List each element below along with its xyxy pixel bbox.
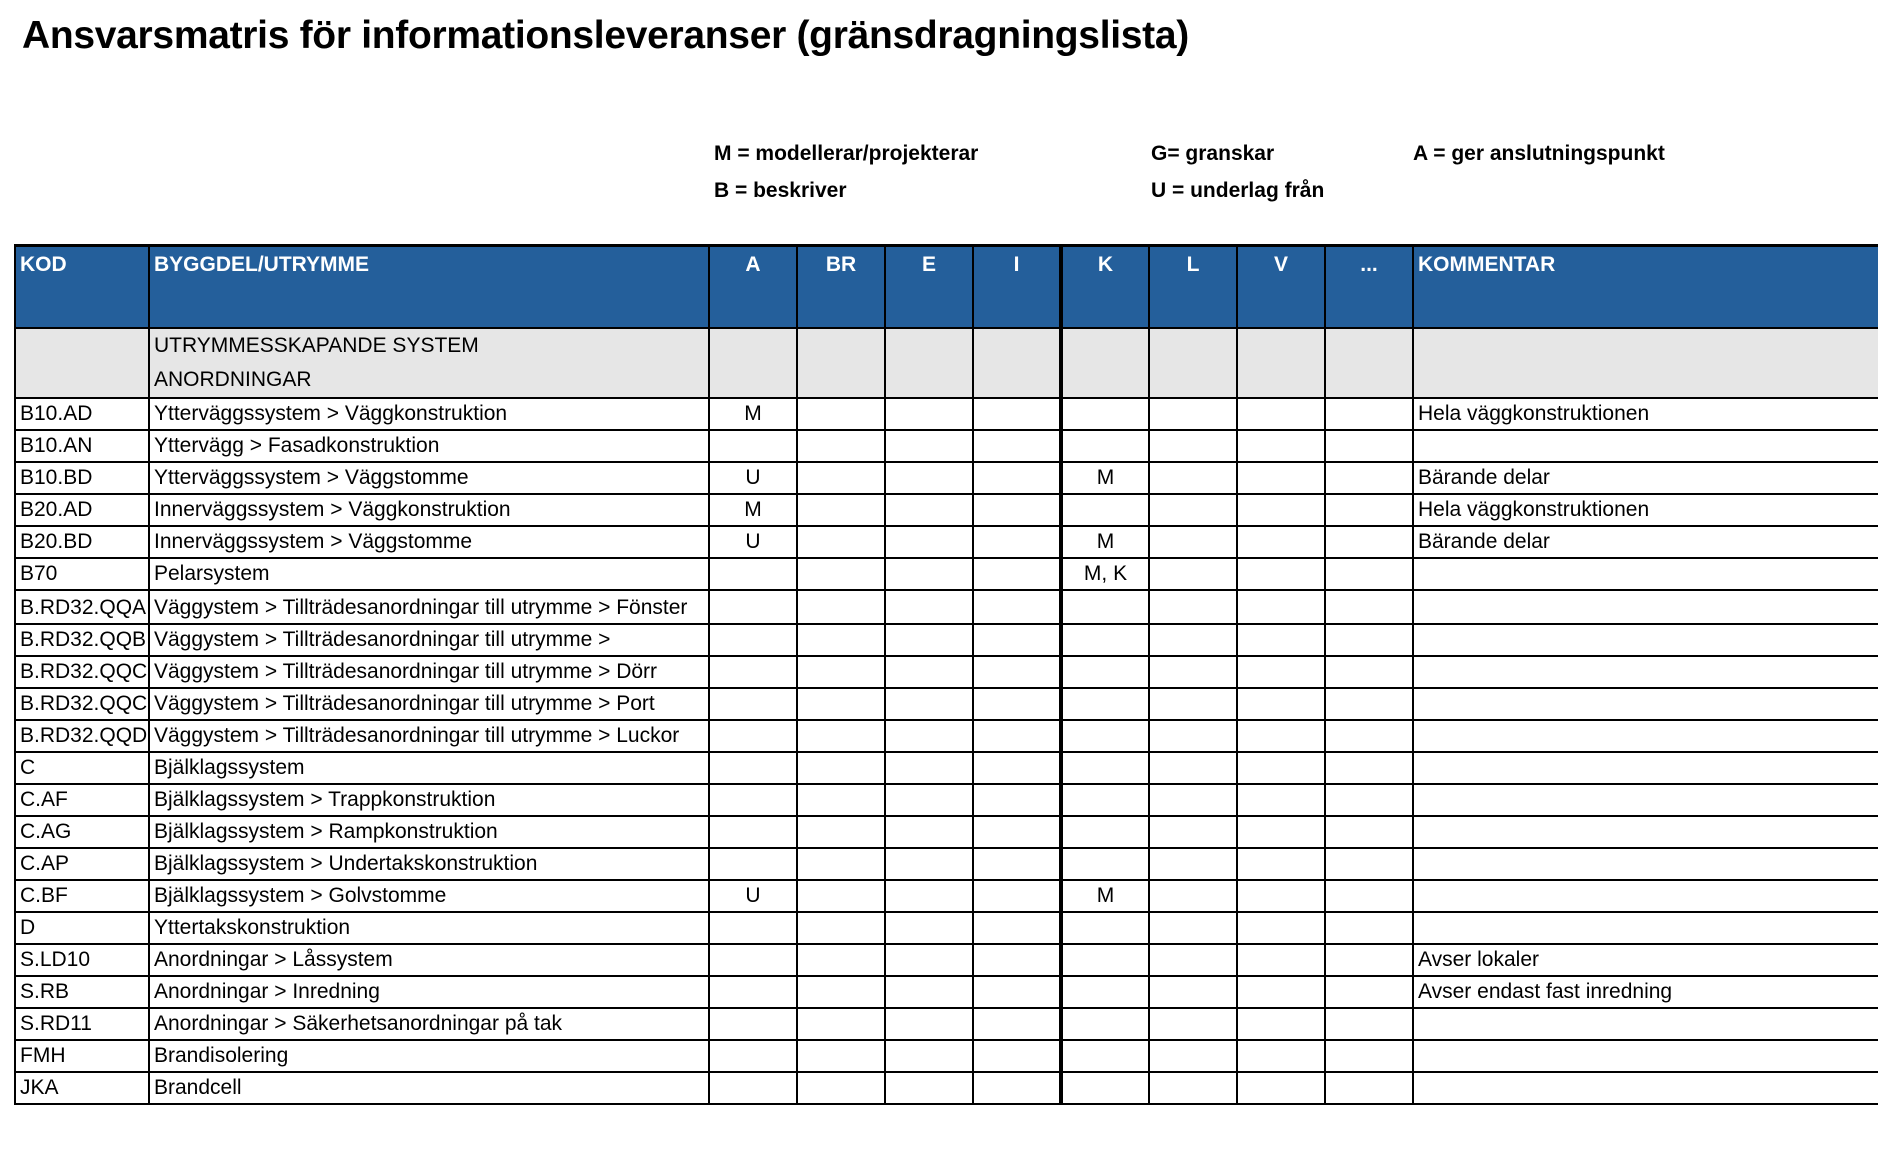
cell-i [973, 944, 1061, 976]
cell-kommentar: Bärande delar [1413, 462, 1878, 494]
cell-v [1237, 1040, 1325, 1072]
cell-kod: B.RD32.QQC [15, 656, 149, 688]
cell-a [709, 558, 797, 590]
cell-a [709, 976, 797, 1008]
cell-kommentar: Hela väggkonstruktionen [1413, 398, 1878, 430]
cell-l [1149, 1040, 1237, 1072]
cell-a [709, 590, 797, 624]
legend-b: B = beskriver [714, 179, 847, 202]
cell-more [1325, 558, 1413, 590]
cell-v [1237, 558, 1325, 590]
cell-kommentar: Bärande delar [1413, 526, 1878, 558]
cell-kod: B.RD32.QQC [15, 688, 149, 720]
table-row [15, 816, 1878, 848]
cell-k [1061, 656, 1149, 688]
cell-i [973, 398, 1061, 430]
header-kommentar: KOMMENTAR [1413, 246, 1878, 329]
table-row [15, 944, 1878, 976]
header-a: A [709, 246, 797, 329]
cell-e [885, 976, 973, 1008]
cell-l [1149, 720, 1237, 752]
section-row [15, 328, 1878, 398]
cell-a: M [709, 494, 797, 526]
cell-v [1237, 720, 1325, 752]
cell-kod: C.AF [15, 784, 149, 816]
table-row [15, 558, 1878, 590]
legend-g: G= granskar [1151, 142, 1275, 165]
cell-kommentar [1413, 688, 1878, 720]
cell-l [1149, 752, 1237, 784]
cell-v [1237, 784, 1325, 816]
cell-v [1237, 1072, 1325, 1104]
cell-l [1149, 912, 1237, 944]
cell-e [885, 494, 973, 526]
cell-k [1061, 752, 1149, 784]
cell-more [1325, 1072, 1413, 1104]
cell-v [1237, 688, 1325, 720]
legend-u: U = underlag från [1151, 179, 1325, 202]
header-v: V [1237, 246, 1325, 329]
cell-br [797, 688, 885, 720]
cell-v [1237, 912, 1325, 944]
cell-v [1237, 398, 1325, 430]
cell-br [797, 944, 885, 976]
table-row [15, 398, 1878, 430]
cell-br [797, 1008, 885, 1040]
cell-a: M [709, 398, 797, 430]
cell-k: M [1061, 880, 1149, 912]
cell-l [1149, 494, 1237, 526]
cell-kod: S.RD11 [15, 1008, 149, 1040]
cell-v [1237, 462, 1325, 494]
cell-kod: D [15, 912, 149, 944]
cell-l [1149, 944, 1237, 976]
cell-a [709, 688, 797, 720]
cell-byggdel: Väggystem > Tillträdesanordningar till utrymme > Luckor [149, 720, 709, 752]
section-cell-more [1325, 328, 1413, 398]
cell-byggdel: Innerväggssystem > Väggstomme [149, 526, 709, 558]
cell-kod: B70 [15, 558, 149, 590]
cell-br [797, 462, 885, 494]
cell-l [1149, 816, 1237, 848]
cell-k [1061, 688, 1149, 720]
cell-br [797, 1040, 885, 1072]
cell-e [885, 816, 973, 848]
cell-v [1237, 430, 1325, 462]
cell-a [709, 816, 797, 848]
cell-byggdel: Brandisolering [149, 1040, 709, 1072]
cell-e [885, 880, 973, 912]
table-row [15, 720, 1878, 752]
cell-i [973, 816, 1061, 848]
cell-e [885, 590, 973, 624]
section-cell-a [709, 328, 797, 398]
table-row [15, 1008, 1878, 1040]
cell-byggdel: Ytterväggssystem > Väggstomme [149, 462, 709, 494]
section-label-line1: UTRYMMESSKAPANDE SYSTEM [154, 334, 479, 357]
cell-e [885, 462, 973, 494]
cell-a [709, 944, 797, 976]
cell-l [1149, 1008, 1237, 1040]
cell-k [1061, 848, 1149, 880]
cell-byggdel: Bjälklagssystem > Golvstomme [149, 880, 709, 912]
cell-more [1325, 624, 1413, 656]
cell-k [1061, 720, 1149, 752]
cell-kommentar [1413, 816, 1878, 848]
cell-l [1149, 624, 1237, 656]
cell-e [885, 848, 973, 880]
cell-i [973, 494, 1061, 526]
cell-e [885, 688, 973, 720]
cell-byggdel: Bjälklagssystem > Trappkonstruktion [149, 784, 709, 816]
cell-k [1061, 784, 1149, 816]
cell-e [885, 430, 973, 462]
cell-l [1149, 590, 1237, 624]
cell-byggdel: Bjälklagssystem > Rampkonstruktion [149, 816, 709, 848]
header-i: I [973, 246, 1061, 329]
cell-more [1325, 1040, 1413, 1072]
section-label [149, 328, 709, 398]
cell-i [973, 720, 1061, 752]
cell-byggdel: Bjälklagssystem > Undertakskonstruktion [149, 848, 709, 880]
cell-a [709, 752, 797, 784]
cell-kommentar [1413, 1008, 1878, 1040]
cell-kommentar [1413, 656, 1878, 688]
cell-e [885, 526, 973, 558]
cell-kod: C.BF [15, 880, 149, 912]
header-k: K [1061, 246, 1149, 329]
cell-e [885, 752, 973, 784]
cell-kommentar: Avser lokaler [1413, 944, 1878, 976]
cell-k [1061, 1040, 1149, 1072]
cell-k [1061, 816, 1149, 848]
cell-br [797, 494, 885, 526]
cell-more [1325, 494, 1413, 526]
cell-k: M, K [1061, 558, 1149, 590]
cell-i [973, 624, 1061, 656]
cell-i [973, 1072, 1061, 1104]
header-br: BR [797, 246, 885, 329]
cell-byggdel: Innerväggssystem > Väggkonstruktion [149, 494, 709, 526]
cell-more [1325, 912, 1413, 944]
cell-k [1061, 398, 1149, 430]
table-row [15, 656, 1878, 688]
cell-kod: B.RD32.QQB [15, 624, 149, 656]
cell-a [709, 1040, 797, 1072]
cell-a [709, 1072, 797, 1104]
cell-a [709, 912, 797, 944]
cell-a: U [709, 526, 797, 558]
header-kod: KOD [15, 246, 149, 329]
cell-a [709, 848, 797, 880]
cell-v [1237, 526, 1325, 558]
cell-k [1061, 1008, 1149, 1040]
cell-br [797, 752, 885, 784]
cell-br [797, 624, 885, 656]
cell-more [1325, 752, 1413, 784]
cell-byggdel: Ytterväggssystem > Väggkonstruktion [149, 398, 709, 430]
cell-more [1325, 656, 1413, 688]
cell-i [973, 880, 1061, 912]
cell-byggdel: Väggystem > Tillträdesanordningar till utrymme > Port [149, 688, 709, 720]
cell-kod: B10.AN [15, 430, 149, 462]
cell-v [1237, 752, 1325, 784]
cell-kommentar [1413, 720, 1878, 752]
cell-br [797, 430, 885, 462]
cell-more [1325, 462, 1413, 494]
cell-br [797, 784, 885, 816]
cell-byggdel: Brandcell [149, 1072, 709, 1104]
cell-e [885, 1072, 973, 1104]
cell-e [885, 1040, 973, 1072]
table-row [15, 688, 1878, 720]
table-row [15, 1040, 1878, 1072]
cell-k [1061, 590, 1149, 624]
table-row [15, 1072, 1878, 1104]
cell-i [973, 784, 1061, 816]
cell-l [1149, 558, 1237, 590]
cell-k [1061, 430, 1149, 462]
cell-k [1061, 624, 1149, 656]
cell-i [973, 912, 1061, 944]
cell-v [1237, 624, 1325, 656]
cell-br [797, 398, 885, 430]
cell-kommentar [1413, 430, 1878, 462]
cell-l [1149, 976, 1237, 1008]
cell-kommentar [1413, 590, 1878, 624]
legend-a: A = ger anslutningspunkt [1413, 142, 1665, 165]
cell-byggdel: Pelarsystem [149, 558, 709, 590]
cell-kommentar [1413, 624, 1878, 656]
cell-br [797, 816, 885, 848]
cell-byggdel: Väggystem > Tillträdesanordningar till utrymme > Dörr [149, 656, 709, 688]
cell-l [1149, 398, 1237, 430]
cell-l [1149, 526, 1237, 558]
header-l: L [1149, 246, 1237, 329]
table-row [15, 848, 1878, 880]
cell-v [1237, 590, 1325, 624]
cell-kommentar [1413, 784, 1878, 816]
cell-more [1325, 430, 1413, 462]
cell-k [1061, 1072, 1149, 1104]
cell-br [797, 976, 885, 1008]
table-row [15, 590, 1878, 624]
cell-kod: JKA [15, 1072, 149, 1104]
cell-a [709, 624, 797, 656]
cell-v [1237, 944, 1325, 976]
cell-i [973, 976, 1061, 1008]
cell-e [885, 624, 973, 656]
cell-kod: B10.AD [15, 398, 149, 430]
cell-br [797, 558, 885, 590]
cell-l [1149, 784, 1237, 816]
cell-kommentar [1413, 1040, 1878, 1072]
section-cell-br [797, 328, 885, 398]
cell-kod: B.RD32.QQA [15, 590, 149, 624]
cell-l [1149, 1072, 1237, 1104]
cell-v [1237, 880, 1325, 912]
cell-e [885, 398, 973, 430]
header-e: E [885, 246, 973, 329]
cell-byggdel: Yttertakskonstruktion [149, 912, 709, 944]
cell-i [973, 848, 1061, 880]
cell-br [797, 912, 885, 944]
cell-i [973, 590, 1061, 624]
cell-more [1325, 688, 1413, 720]
header-more: ... [1325, 246, 1413, 329]
section-cell-i [973, 328, 1061, 398]
cell-br [797, 1072, 885, 1104]
cell-i [973, 1040, 1061, 1072]
cell-kod: FMH [15, 1040, 149, 1072]
section-cell-k [1061, 328, 1149, 398]
cell-a [709, 1008, 797, 1040]
cell-v [1237, 976, 1325, 1008]
cell-k [1061, 944, 1149, 976]
cell-l [1149, 656, 1237, 688]
table-row [15, 912, 1878, 944]
cell-kommentar: Avser endast fast inredning [1413, 976, 1878, 1008]
cell-i [973, 1008, 1061, 1040]
cell-more [1325, 526, 1413, 558]
cell-i [973, 558, 1061, 590]
cell-k: M [1061, 462, 1149, 494]
table-row [15, 880, 1878, 912]
cell-kod: S.RB [15, 976, 149, 1008]
section-kod-cell [15, 328, 149, 398]
cell-kommentar [1413, 752, 1878, 784]
cell-kommentar [1413, 558, 1878, 590]
cell-k [1061, 494, 1149, 526]
cell-a: U [709, 880, 797, 912]
cell-v [1237, 816, 1325, 848]
table-row [15, 430, 1878, 462]
cell-byggdel: Väggystem > Tillträdesanordningar till utrymme > [149, 624, 709, 656]
cell-byggdel: Anordningar > Inredning [149, 976, 709, 1008]
cell-more [1325, 848, 1413, 880]
section-label-line2: ANORDNINGAR [154, 368, 312, 391]
cell-more [1325, 880, 1413, 912]
cell-kommentar: Hela väggkonstruktionen [1413, 494, 1878, 526]
cell-e [885, 720, 973, 752]
page-title: Ansvarsmatris för informationsleveranser (gränsdragningslista) [22, 14, 1189, 57]
cell-e [885, 912, 973, 944]
section-cell-e [885, 328, 973, 398]
cell-a [709, 656, 797, 688]
cell-i [973, 752, 1061, 784]
table-row [15, 462, 1878, 494]
cell-i [973, 688, 1061, 720]
cell-kod: B20.BD [15, 526, 149, 558]
cell-more [1325, 1008, 1413, 1040]
cell-more [1325, 816, 1413, 848]
cell-more [1325, 590, 1413, 624]
cell-l [1149, 430, 1237, 462]
cell-kod: B10.BD [15, 462, 149, 494]
cell-v [1237, 848, 1325, 880]
table-row [15, 976, 1878, 1008]
cell-e [885, 944, 973, 976]
cell-kod: B.RD32.QQD [15, 720, 149, 752]
cell-v [1237, 494, 1325, 526]
cell-a [709, 784, 797, 816]
cell-kod: C.AG [15, 816, 149, 848]
section-cell-kommentar [1413, 328, 1878, 398]
cell-l [1149, 462, 1237, 494]
cell-br [797, 656, 885, 688]
cell-e [885, 558, 973, 590]
cell-l [1149, 880, 1237, 912]
cell-byggdel: Yttervägg > Fasadkonstruktion [149, 430, 709, 462]
header-row [15, 246, 1878, 329]
cell-more [1325, 976, 1413, 1008]
cell-byggdel: Bjälklagssystem [149, 752, 709, 784]
legend-m: M = modellerar/projekterar [714, 142, 979, 165]
cell-l [1149, 848, 1237, 880]
cell-kommentar [1413, 1072, 1878, 1104]
cell-a [709, 720, 797, 752]
cell-k [1061, 976, 1149, 1008]
cell-a: U [709, 462, 797, 494]
table-row [15, 526, 1878, 558]
table-row [15, 624, 1878, 656]
section-cell-l [1149, 328, 1237, 398]
cell-v [1237, 656, 1325, 688]
cell-l [1149, 688, 1237, 720]
cell-i [973, 430, 1061, 462]
cell-kommentar [1413, 848, 1878, 880]
cell-e [885, 1008, 973, 1040]
cell-a [709, 430, 797, 462]
cell-br [797, 880, 885, 912]
cell-kommentar [1413, 912, 1878, 944]
cell-more [1325, 398, 1413, 430]
cell-i [973, 462, 1061, 494]
cell-byggdel: Väggystem > Tillträdesanordningar till utrymme > Fönster [149, 590, 709, 624]
cell-br [797, 848, 885, 880]
table-row [15, 752, 1878, 784]
cell-e [885, 656, 973, 688]
cell-e [885, 784, 973, 816]
cell-kod: B20.AD [15, 494, 149, 526]
cell-br [797, 526, 885, 558]
cell-br [797, 720, 885, 752]
cell-i [973, 526, 1061, 558]
header-byggdel: BYGGDEL/UTRYMME [149, 246, 709, 329]
table-row [15, 494, 1878, 526]
table-row [15, 784, 1878, 816]
cell-kommentar [1413, 880, 1878, 912]
cell-k: M [1061, 526, 1149, 558]
cell-kod: S.LD10 [15, 944, 149, 976]
responsibility-matrix-table [14, 244, 1878, 1105]
cell-k [1061, 912, 1149, 944]
cell-byggdel: Anordningar > Låssystem [149, 944, 709, 976]
cell-kod: C [15, 752, 149, 784]
cell-byggdel: Anordningar > Säkerhetsanordningar på tak [149, 1008, 709, 1040]
cell-kod: C.AP [15, 848, 149, 880]
cell-br [797, 590, 885, 624]
cell-i [973, 656, 1061, 688]
section-cell-v [1237, 328, 1325, 398]
cell-v [1237, 1008, 1325, 1040]
cell-more [1325, 944, 1413, 976]
cell-more [1325, 720, 1413, 752]
cell-more [1325, 784, 1413, 816]
